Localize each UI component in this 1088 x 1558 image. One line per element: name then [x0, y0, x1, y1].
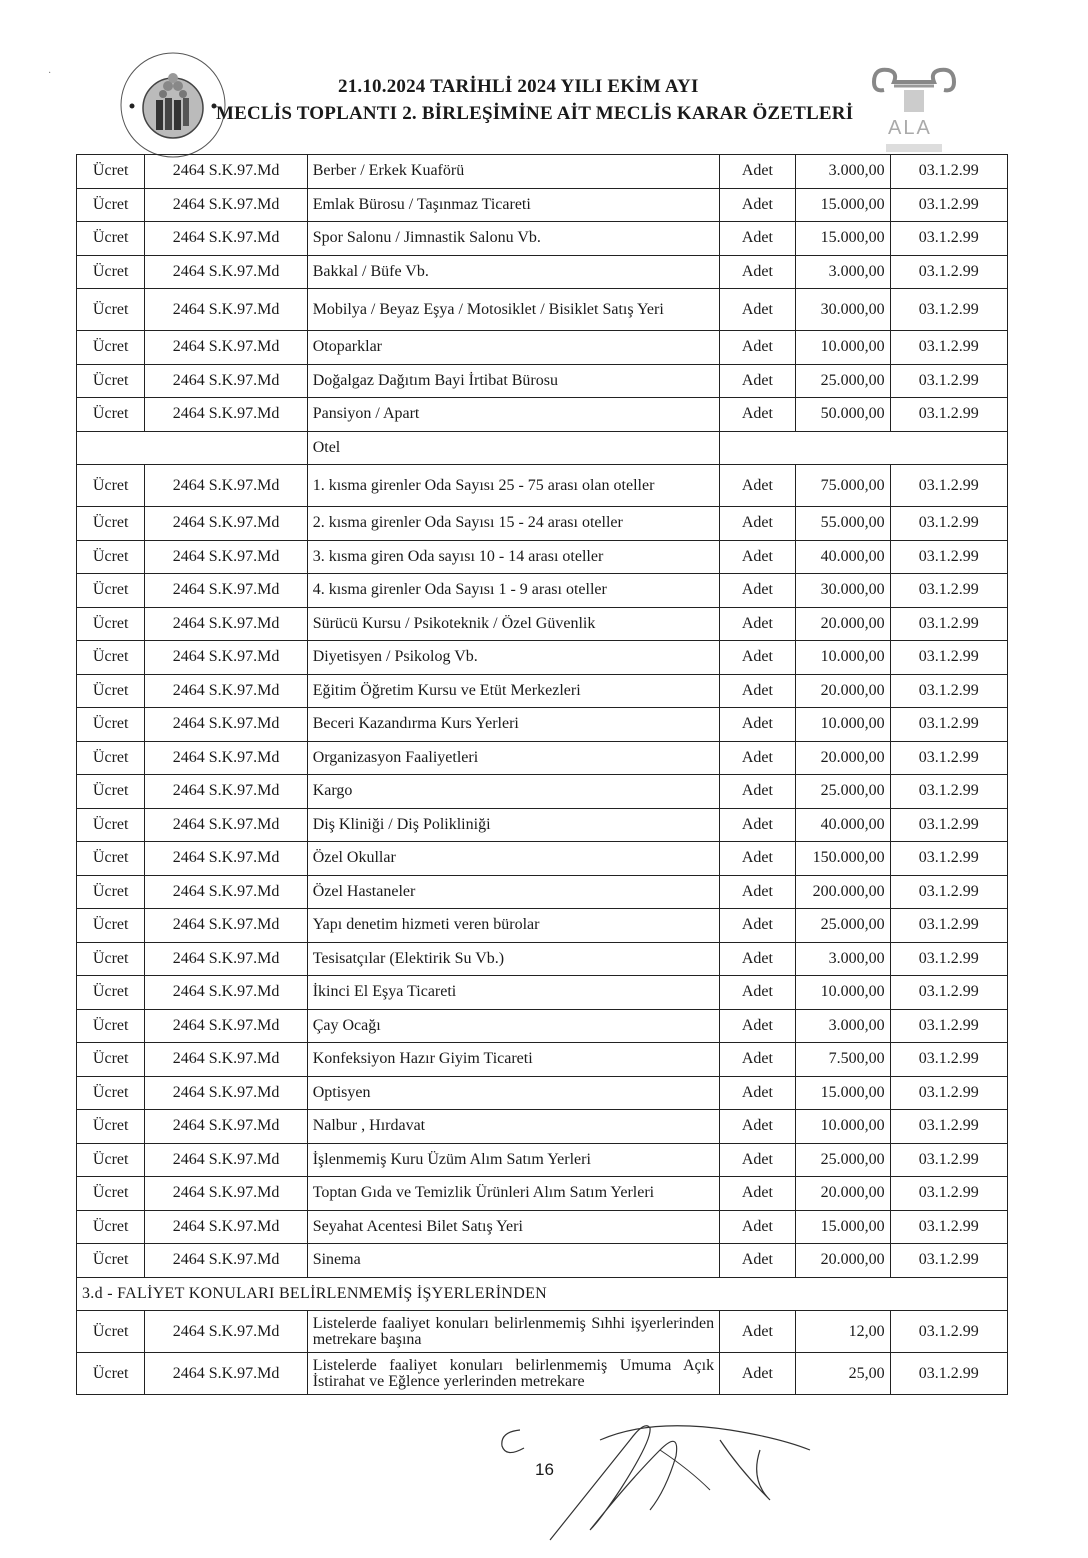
section-row — [77, 1277, 1008, 1311]
code-cell: 03.1.2.99 — [890, 1110, 1007, 1144]
table-row — [77, 607, 1008, 641]
table-row — [77, 1177, 1008, 1211]
amount-cell: 15.000,00 — [795, 188, 890, 222]
unit-cell: Adet — [720, 1177, 796, 1211]
table-row — [77, 842, 1008, 876]
law-cell: 2464 S.K.97.Md — [145, 1110, 307, 1144]
fee-cell: Ücret — [77, 741, 145, 775]
fee-cell: Ücret — [77, 674, 145, 708]
code-cell: 03.1.2.99 — [890, 574, 1007, 608]
fee-cell: Ücret — [77, 808, 145, 842]
code-cell: 03.1.2.99 — [890, 398, 1007, 432]
unit-cell: Adet — [720, 1043, 796, 1077]
code-cell: 03.1.2.99 — [890, 331, 1007, 365]
law-cell: 2464 S.K.97.Md — [145, 1009, 307, 1043]
handwritten-signature — [480, 1410, 820, 1550]
fee-cell: Ücret — [77, 607, 145, 641]
law-cell: 2464 S.K.97.Md — [145, 942, 307, 976]
unit-cell: Adet — [720, 188, 796, 222]
svg-text:ALA: ALA — [888, 117, 932, 139]
fee-cell: Ücret — [77, 188, 145, 222]
table-row — [77, 155, 1008, 189]
fee-cell: Ücret — [77, 465, 145, 507]
amount-cell: 25.000,00 — [795, 364, 890, 398]
fee-cell: Ücret — [77, 1143, 145, 1177]
amount-cell: 3.000,00 — [795, 255, 890, 289]
code-cell: 03.1.2.99 — [890, 1353, 1007, 1395]
code-cell: 03.1.2.99 — [890, 741, 1007, 775]
table-row — [77, 574, 1008, 608]
fee-cell: Ücret — [77, 289, 145, 331]
amount-cell: 15.000,00 — [795, 1210, 890, 1244]
code-cell: 03.1.2.99 — [890, 808, 1007, 842]
page-number: 16 — [535, 1460, 554, 1479]
activity-cell: Tesisatçılar (Elektirik Su Vb.) — [307, 942, 719, 976]
document-title-line2: MECLİS TOPLANTI 2. BİRLEŞİMİNE AİT MECLİS KARAR ÖZETLERİ — [216, 103, 854, 124]
law-cell: 2464 S.K.97.Md — [145, 1177, 307, 1211]
amount-cell: 10.000,00 — [795, 331, 890, 365]
unit-cell: Adet — [720, 1143, 796, 1177]
code-cell: 03.1.2.99 — [890, 155, 1007, 189]
code-cell: 03.1.2.99 — [890, 875, 1007, 909]
fee-cell: Ücret — [77, 909, 145, 943]
amount-cell: 7.500,00 — [795, 1043, 890, 1077]
law-cell: 2464 S.K.97.Md — [145, 1353, 307, 1395]
activity-cell: Organizasyon Faaliyetleri — [307, 741, 719, 775]
unit-cell: Adet — [720, 1311, 796, 1353]
unit-cell: Adet — [720, 155, 796, 189]
unit-cell: Adet — [720, 1244, 796, 1278]
law-cell: 2464 S.K.97.Md — [145, 289, 307, 331]
fee-cell: Ücret — [77, 842, 145, 876]
code-cell: 03.1.2.99 — [890, 1210, 1007, 1244]
fee-cell: Ücret — [77, 1043, 145, 1077]
activity-cell: Konfeksiyon Hazır Giyim Ticareti — [307, 1043, 719, 1077]
activity-cell: Otel — [307, 431, 719, 465]
table-row — [77, 222, 1008, 256]
amount-cell: 25.000,00 — [795, 909, 890, 943]
scan-dot: · — [48, 68, 52, 79]
document-title-line1: 21.10.2024 TARİHLİ 2024 YILI EKİM AYI — [338, 76, 699, 97]
activity-cell: Beceri Kazandırma Kurs Yerleri — [307, 708, 719, 742]
unit-cell: Adet — [720, 708, 796, 742]
activity-cell: Diyetisyen / Psikolog Vb. — [307, 641, 719, 675]
empty-cell — [720, 431, 1008, 465]
activity-cell: Eğitim Öğretim Kursu ve Etüt Merkezleri — [307, 674, 719, 708]
municipality-logo — [118, 50, 228, 160]
amount-cell: 3.000,00 — [795, 155, 890, 189]
unit-cell: Adet — [720, 942, 796, 976]
empty-cell — [77, 431, 308, 465]
activity-cell: Özel Hastaneler — [307, 875, 719, 909]
table-row — [77, 708, 1008, 742]
table-row — [77, 1353, 1008, 1395]
law-cell: 2464 S.K.97.Md — [145, 808, 307, 842]
code-cell: 03.1.2.99 — [890, 674, 1007, 708]
amount-cell: 20.000,00 — [795, 674, 890, 708]
fee-cell: Ücret — [77, 1076, 145, 1110]
amount-cell: 75.000,00 — [795, 465, 890, 507]
unit-cell: Adet — [720, 255, 796, 289]
law-cell: 2464 S.K.97.Md — [145, 1143, 307, 1177]
code-cell: 03.1.2.99 — [890, 188, 1007, 222]
table-row — [77, 188, 1008, 222]
unit-cell: Adet — [720, 574, 796, 608]
activity-cell: Çay Ocağı — [307, 1009, 719, 1043]
amount-cell: 30.000,00 — [795, 574, 890, 608]
fee-table — [76, 154, 1008, 1395]
unit-cell: Adet — [720, 641, 796, 675]
activity-cell: Yapı denetim hizmeti veren bürolar — [307, 909, 719, 943]
table-row — [77, 1143, 1008, 1177]
activity-cell: Pansiyon / Apart — [307, 398, 719, 432]
unit-cell: Adet — [720, 976, 796, 1010]
activity-cell: Doğalgaz Dağıtım Bayi İrtibat Bürosu — [307, 364, 719, 398]
amount-cell: 40.000,00 — [795, 540, 890, 574]
unit-cell: Adet — [720, 289, 796, 331]
code-cell: 03.1.2.99 — [890, 1311, 1007, 1353]
table-row — [77, 741, 1008, 775]
table-row — [77, 540, 1008, 574]
activity-cell: Spor Salonu / Jimnastik Salonu Vb. — [307, 222, 719, 256]
activity-cell: 3. kısma giren Oda sayısı 10 - 14 arası oteller — [307, 540, 719, 574]
fee-cell: Ücret — [77, 775, 145, 809]
code-cell: 03.1.2.99 — [890, 942, 1007, 976]
amount-cell: 20.000,00 — [795, 1244, 890, 1278]
table-row — [77, 1244, 1008, 1278]
code-cell: 03.1.2.99 — [890, 465, 1007, 507]
activity-cell: Sinema — [307, 1244, 719, 1278]
table-row — [77, 465, 1008, 507]
table-row — [77, 1311, 1008, 1353]
activity-cell: Otoparklar — [307, 331, 719, 365]
table-row — [77, 507, 1008, 541]
activity-cell: Bakkal / Büfe Vb. — [307, 255, 719, 289]
amount-cell: 150.000,00 — [795, 842, 890, 876]
law-cell: 2464 S.K.97.Md — [145, 540, 307, 574]
table-row — [77, 775, 1008, 809]
law-cell: 2464 S.K.97.Md — [145, 607, 307, 641]
code-cell: 03.1.2.99 — [890, 1177, 1007, 1211]
unit-cell: Adet — [720, 507, 796, 541]
law-cell: 2464 S.K.97.Md — [145, 574, 307, 608]
law-cell: 2464 S.K.97.Md — [145, 976, 307, 1010]
law-cell: 2464 S.K.97.Md — [145, 465, 307, 507]
fee-cell: Ücret — [77, 976, 145, 1010]
table-row — [77, 1076, 1008, 1110]
code-cell: 03.1.2.99 — [890, 842, 1007, 876]
fee-cell: Ücret — [77, 574, 145, 608]
fee-cell: Ücret — [77, 875, 145, 909]
amount-cell: 12,00 — [795, 1311, 890, 1353]
fee-cell: Ücret — [77, 1110, 145, 1144]
activity-cell: Listelerde faaliyet konuları belirlenmemiş Sıhhi işyerlerinden metrekare başına — [307, 1311, 719, 1353]
law-cell: 2464 S.K.97.Md — [145, 188, 307, 222]
activity-cell: Özel Okullar — [307, 842, 719, 876]
law-cell: 2464 S.K.97.Md — [145, 1076, 307, 1110]
unit-cell: Adet — [720, 741, 796, 775]
table-row — [77, 1043, 1008, 1077]
activity-cell: 1. kısma girenler Oda Sayısı 25 - 75 arası olan oteller — [307, 465, 719, 507]
table-row — [77, 875, 1008, 909]
activity-cell: Emlak Bürosu / Taşınmaz Ticareti — [307, 188, 719, 222]
law-cell: 2464 S.K.97.Md — [145, 331, 307, 365]
table-row — [77, 331, 1008, 365]
fee-cell: Ücret — [77, 222, 145, 256]
table-row — [77, 398, 1008, 432]
table-row — [77, 431, 1008, 465]
amount-cell: 25.000,00 — [795, 775, 890, 809]
amount-cell: 40.000,00 — [795, 808, 890, 842]
unit-cell: Adet — [720, 909, 796, 943]
law-cell: 2464 S.K.97.Md — [145, 875, 307, 909]
law-cell: 2464 S.K.97.Md — [145, 1043, 307, 1077]
code-cell: 03.1.2.99 — [890, 775, 1007, 809]
table-row — [77, 364, 1008, 398]
activity-cell: Mobilya / Beyaz Eşya / Motosiklet / Bisiklet Satış Yeri — [307, 289, 719, 331]
fee-cell: Ücret — [77, 331, 145, 365]
activity-cell: İşlenmemiş Kuru Üzüm Alım Satım Yerleri — [307, 1143, 719, 1177]
law-cell: 2464 S.K.97.Md — [145, 909, 307, 943]
amount-cell: 3.000,00 — [795, 1009, 890, 1043]
amount-cell: 200.000,00 — [795, 875, 890, 909]
code-cell: 03.1.2.99 — [890, 607, 1007, 641]
amount-cell: 3.000,00 — [795, 942, 890, 976]
fee-cell: Ücret — [77, 1009, 145, 1043]
amount-cell: 10.000,00 — [795, 1110, 890, 1144]
activity-cell: Toptan Gıda ve Temizlik Ürünleri Alım Satım Yerleri — [307, 1177, 719, 1211]
code-cell: 03.1.2.99 — [890, 255, 1007, 289]
fee-cell: Ücret — [77, 507, 145, 541]
law-cell: 2464 S.K.97.Md — [145, 255, 307, 289]
table-row — [77, 289, 1008, 331]
unit-cell: Adet — [720, 222, 796, 256]
code-cell: 03.1.2.99 — [890, 540, 1007, 574]
activity-cell: Listelerde faaliyet konuları belirlenmemiş Umuma Açık İstirahat ve Eğlence yerlerinden metrekare — [307, 1353, 719, 1395]
unit-cell: Adet — [720, 808, 796, 842]
table-row — [77, 976, 1008, 1010]
unit-cell: Adet — [720, 1009, 796, 1043]
law-cell: 2464 S.K.97.Md — [145, 155, 307, 189]
amount-cell: 20.000,00 — [795, 1177, 890, 1211]
table-row — [77, 942, 1008, 976]
law-cell: 2464 S.K.97.Md — [145, 364, 307, 398]
amount-cell: 15.000,00 — [795, 222, 890, 256]
law-cell: 2464 S.K.97.Md — [145, 1311, 307, 1353]
section-heading: 3.d - FALİYET KONULARI BELİRLENMEMİŞ İŞYERLERİNDEN — [77, 1277, 1008, 1311]
amount-cell: 25.000,00 — [795, 1143, 890, 1177]
fee-cell: Ücret — [77, 708, 145, 742]
fee-cell: Ücret — [77, 1311, 145, 1353]
table-row — [77, 909, 1008, 943]
unit-cell: Adet — [720, 1076, 796, 1110]
code-cell: 03.1.2.99 — [890, 507, 1007, 541]
law-cell: 2464 S.K.97.Md — [145, 775, 307, 809]
law-cell: 2464 S.K.97.Md — [145, 222, 307, 256]
activity-cell: Seyahat Acentesi Bilet Satış Yeri — [307, 1210, 719, 1244]
page-header — [0, 40, 1088, 160]
fee-cell: Ücret — [77, 641, 145, 675]
amount-cell: 50.000,00 — [795, 398, 890, 432]
unit-cell: Adet — [720, 398, 796, 432]
unit-cell: Adet — [720, 775, 796, 809]
table-row — [77, 1009, 1008, 1043]
law-cell: 2464 S.K.97.Md — [145, 507, 307, 541]
activity-cell: Optisyen — [307, 1076, 719, 1110]
table-row — [77, 808, 1008, 842]
amount-cell: 20.000,00 — [795, 607, 890, 641]
amount-cell: 15.000,00 — [795, 1076, 890, 1110]
amount-cell: 20.000,00 — [795, 741, 890, 775]
unit-cell: Adet — [720, 842, 796, 876]
unit-cell: Adet — [720, 1110, 796, 1144]
law-cell: 2464 S.K.97.Md — [145, 674, 307, 708]
code-cell: 03.1.2.99 — [890, 1244, 1007, 1278]
amount-cell: 10.000,00 — [795, 976, 890, 1010]
unit-cell: Adet — [720, 364, 796, 398]
unit-cell: Adet — [720, 465, 796, 507]
code-cell: 03.1.2.99 — [890, 1076, 1007, 1110]
fee-cell: Ücret — [77, 255, 145, 289]
law-cell: 2464 S.K.97.Md — [145, 1244, 307, 1278]
law-cell: 2464 S.K.97.Md — [145, 708, 307, 742]
fee-cell: Ücret — [77, 1244, 145, 1278]
law-cell: 2464 S.K.97.Md — [145, 842, 307, 876]
amount-cell: 10.000,00 — [795, 708, 890, 742]
activity-cell: Nalbur , Hırdavat — [307, 1110, 719, 1144]
code-cell: 03.1.2.99 — [890, 909, 1007, 943]
activity-cell: İkinci El Eşya Ticareti — [307, 976, 719, 1010]
law-cell: 2464 S.K.97.Md — [145, 1210, 307, 1244]
activity-cell: Berber / Erkek Kuaförü — [307, 155, 719, 189]
activity-cell: Diş Kliniği / Diş Polikliniği — [307, 808, 719, 842]
fee-cell: Ücret — [77, 942, 145, 976]
fee-cell: Ücret — [77, 1210, 145, 1244]
table-row — [77, 1210, 1008, 1244]
fee-cell: Ücret — [77, 155, 145, 189]
table-row — [77, 1110, 1008, 1144]
activity-cell: Kargo — [307, 775, 719, 809]
amount-cell: 10.000,00 — [795, 641, 890, 675]
code-cell: 03.1.2.99 — [890, 1043, 1007, 1077]
code-cell: 03.1.2.99 — [890, 1143, 1007, 1177]
fee-cell: Ücret — [77, 364, 145, 398]
law-cell: 2464 S.K.97.Md — [145, 641, 307, 675]
unit-cell: Adet — [720, 674, 796, 708]
table-row — [77, 255, 1008, 289]
fee-cell: Ücret — [77, 1177, 145, 1211]
law-cell: 2464 S.K.97.Md — [145, 741, 307, 775]
fee-cell: Ücret — [77, 1353, 145, 1395]
code-cell: 03.1.2.99 — [890, 976, 1007, 1010]
ala-logo — [868, 64, 960, 164]
table-row — [77, 641, 1008, 675]
code-cell: 03.1.2.99 — [890, 708, 1007, 742]
unit-cell: Adet — [720, 540, 796, 574]
table-row — [77, 674, 1008, 708]
amount-cell: 25,00 — [795, 1353, 890, 1395]
activity-cell: 2. kısma girenler Oda Sayısı 15 - 24 arası oteller — [307, 507, 719, 541]
code-cell: 03.1.2.99 — [890, 364, 1007, 398]
unit-cell: Adet — [720, 607, 796, 641]
code-cell: 03.1.2.99 — [890, 289, 1007, 331]
code-cell: 03.1.2.99 — [890, 641, 1007, 675]
fee-cell: Ücret — [77, 398, 145, 432]
unit-cell: Adet — [720, 875, 796, 909]
fee-cell: Ücret — [77, 540, 145, 574]
law-cell: 2464 S.K.97.Md — [145, 398, 307, 432]
amount-cell: 55.000,00 — [795, 507, 890, 541]
code-cell: 03.1.2.99 — [890, 222, 1007, 256]
activity-cell: 4. kısma girenler Oda Sayısı 1 - 9 arası oteller — [307, 574, 719, 608]
code-cell: 03.1.2.99 — [890, 1009, 1007, 1043]
unit-cell: Adet — [720, 1353, 796, 1395]
activity-cell: Sürücü Kursu / Psikoteknik / Özel Güvenlik — [307, 607, 719, 641]
unit-cell: Adet — [720, 331, 796, 365]
unit-cell: Adet — [720, 1210, 796, 1244]
amount-cell: 30.000,00 — [795, 289, 890, 331]
